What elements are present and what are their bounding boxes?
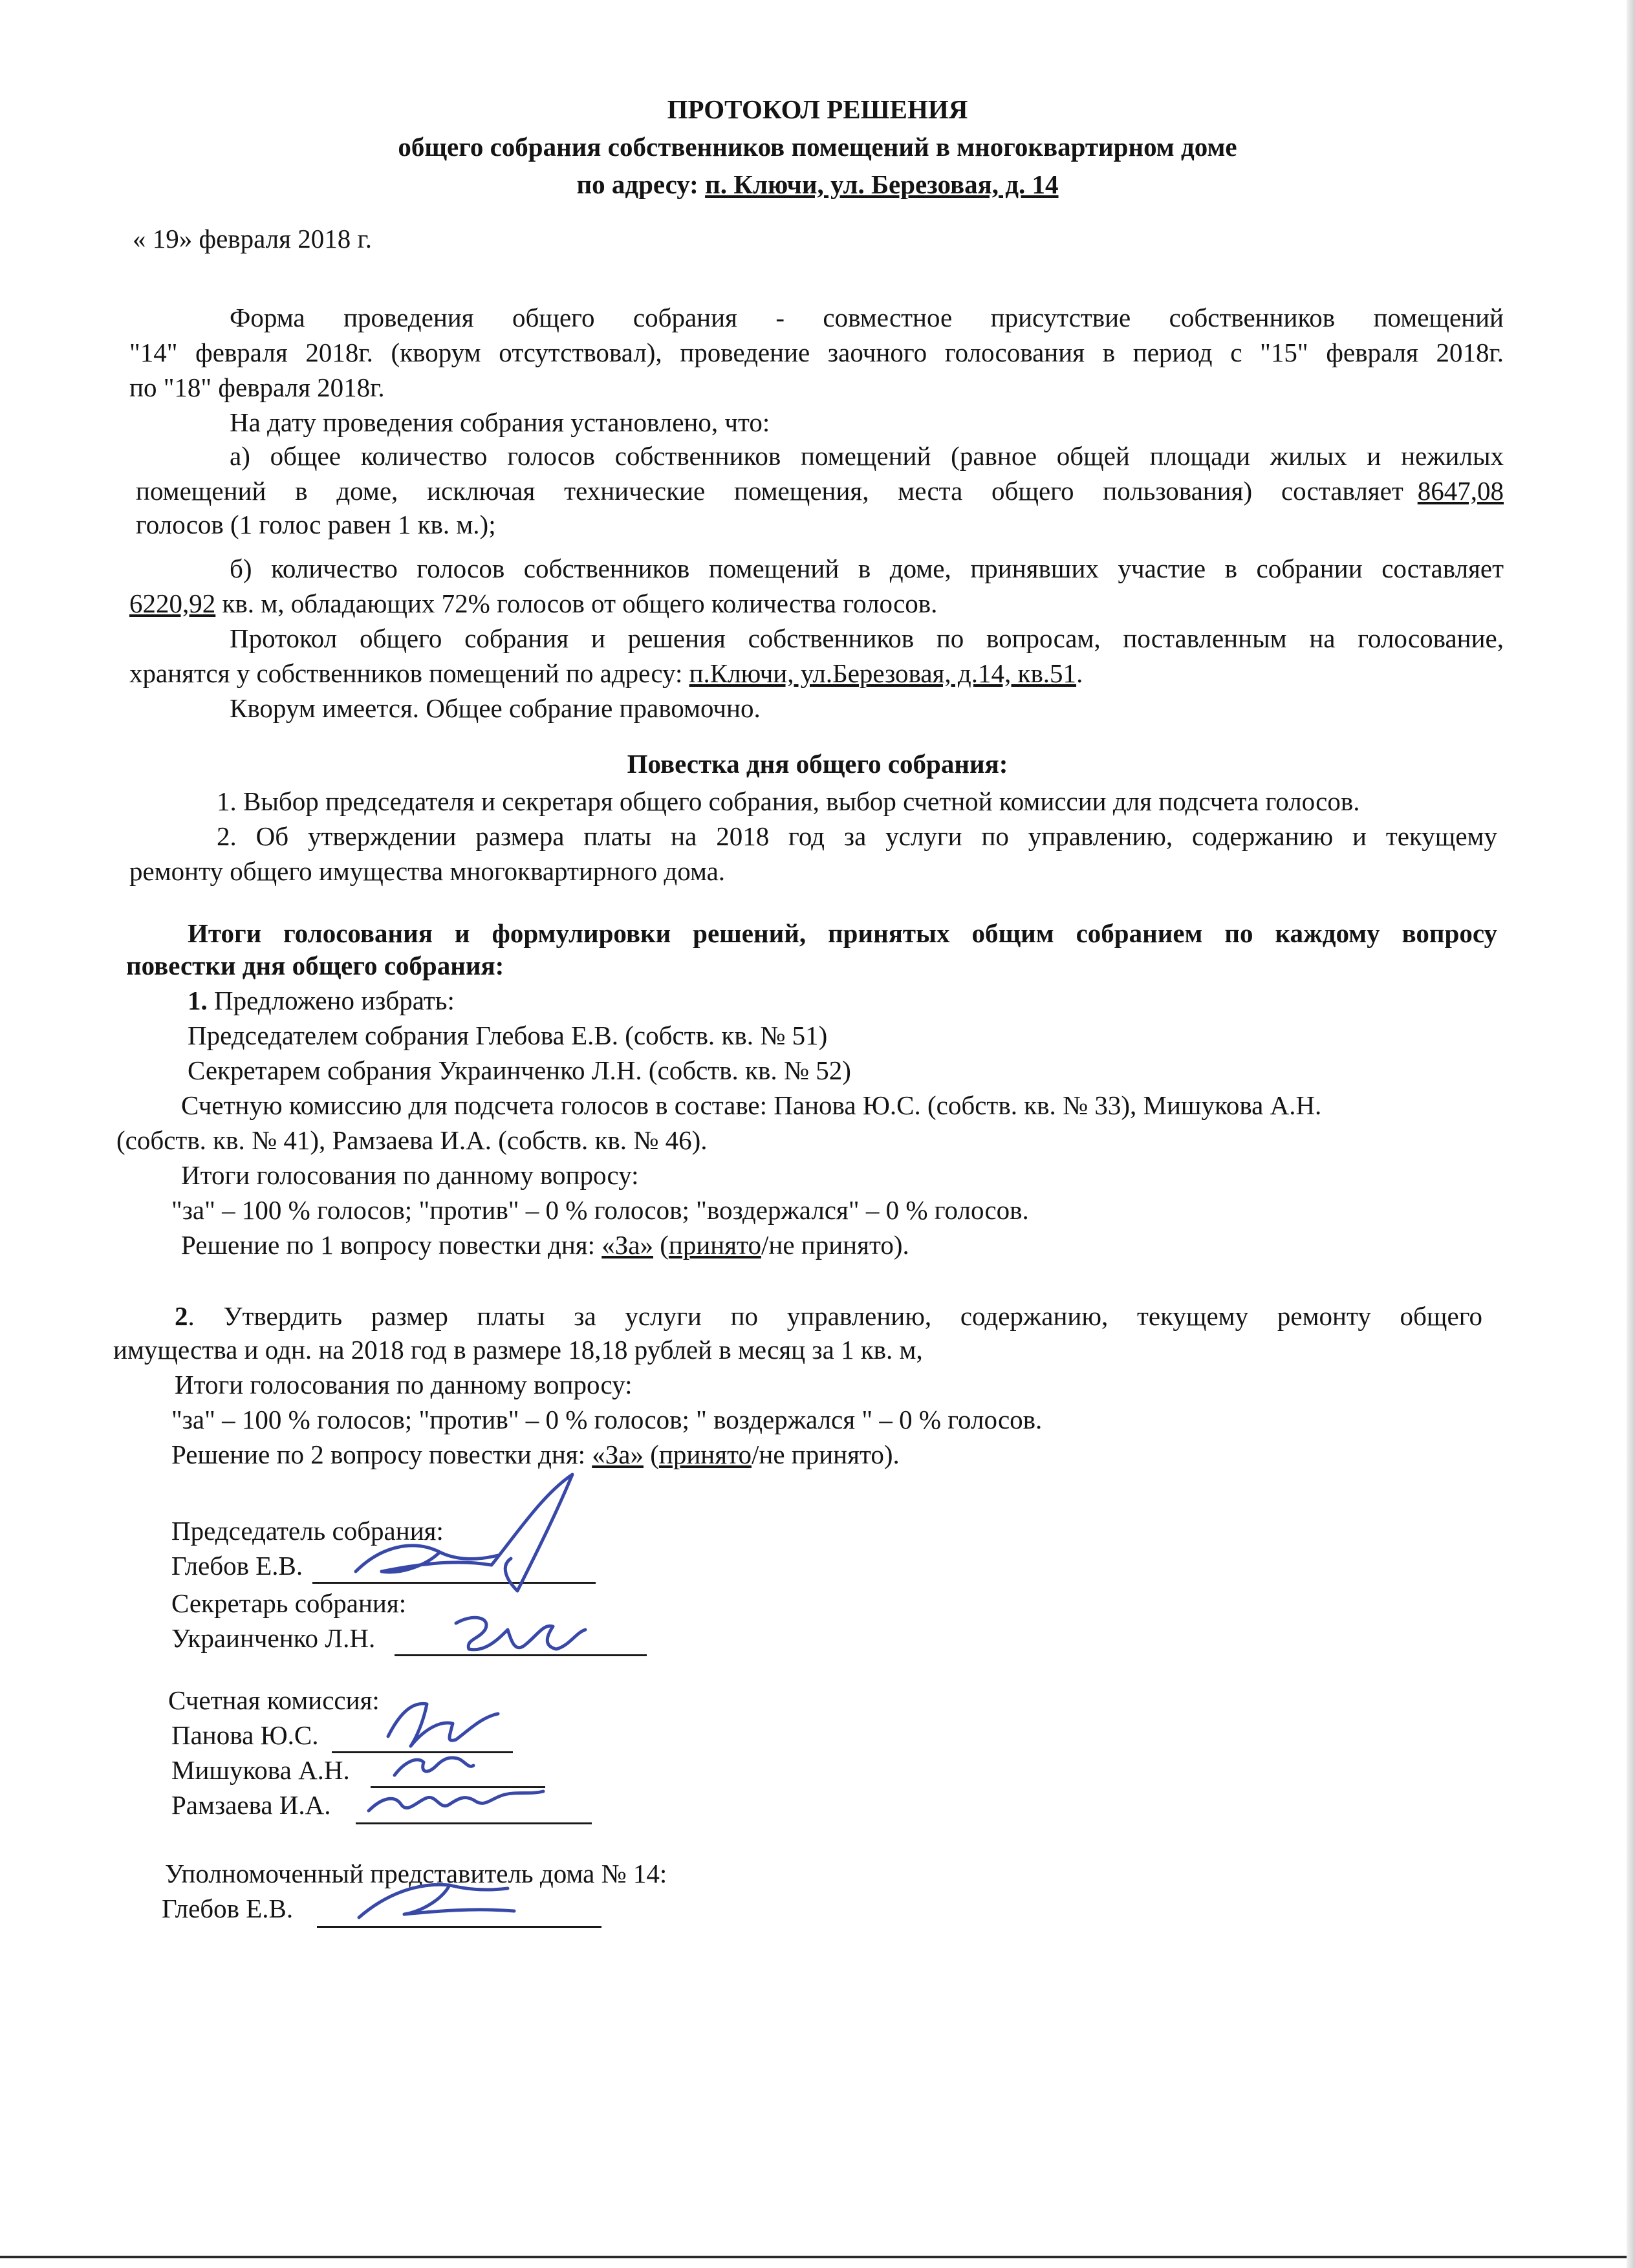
protocol-address: п.Ключи, ул.Березовая, д.14, кв.51: [689, 658, 1077, 688]
q2-decision-accepted: принято: [658, 1440, 752, 1469]
q2-decision-open: (: [644, 1440, 659, 1469]
protocol-prefix: хранятся у собственников помещений по адресу:: [129, 658, 689, 688]
q2-results-label: Итоги голосования по данному вопросу:: [175, 1370, 633, 1399]
chairman-signature-icon: [343, 1468, 589, 1604]
representative-label: Уполномоченный представитель дома № 14:: [165, 1859, 667, 1888]
representative-signature-icon: [352, 1869, 547, 1934]
form-line-2: "14" февраля 2018г. (кворум отсутствовал), проведение заочного голосования в период с "15" февраля 2018г.: [129, 338, 1504, 367]
q1-votes: "за" – 100 % голосов; "против" – 0 % голосов; "воздержался" – 0 % голосов.: [171, 1195, 1029, 1225]
q2-decision-prefix: Решение по 2 вопросу повестки дня:: [171, 1440, 592, 1469]
q1-chairman: Председателем собрания Глебова Е.В. (собств. кв. № 51): [188, 1021, 828, 1050]
address-prefix: по адресу:: [576, 169, 698, 199]
protocol-line-1: Протокол общего собрания и решения собственников по вопросам, поставленным на голосование,: [230, 623, 1504, 653]
q1-number: 1.: [188, 986, 208, 1015]
q2-line-1-text: . Утвердить размер платы за услуги по управлению, содержанию, текущему ремонту общего: [188, 1301, 1482, 1331]
item-b-line-1: б) количество голосов собственников помещений в доме, принявших участие в собрании составляет: [230, 554, 1504, 583]
q1-decision-prefix: Решение по 1 вопросу повестки дня:: [181, 1230, 602, 1260]
protocol-line-2: [129, 654, 1083, 692]
scan-edge-line: [0, 2256, 1635, 2258]
scan-right-edge: [1627, 0, 1635, 2268]
q1-proposed-text: Предложено избрать:: [207, 986, 455, 1015]
member-3-signature-line: [356, 1822, 592, 1824]
commission-member-3: Рамзаева И.А.: [171, 1790, 331, 1820]
participant-votes-value: 6220,92: [129, 589, 216, 618]
q2-decision-for: «За»: [592, 1440, 644, 1469]
item-a-text: помещений в доме, исключая технические помещения, места общего пользования) составляет: [136, 476, 1403, 506]
secretary-name: Украинченко Л.Н.: [171, 1623, 376, 1653]
q1-results-label: Итоги голосования по данному вопросу:: [181, 1160, 639, 1190]
form-line-1: Форма проведения общего собрания - совместное присутствие собственников помещений: [230, 303, 1504, 332]
q2-line-1: [175, 1297, 1482, 1335]
document-address: [0, 166, 1635, 203]
q1-decision: [181, 1226, 909, 1264]
chairman-label: Председатель собрания:: [171, 1516, 444, 1546]
q1-proposed: [188, 982, 455, 1019]
established-text: На дату проведения собрания установлено, что:: [230, 407, 770, 437]
item-a-line-1: а) общее количество голосов собственников помещений (равное общей площади жилых и нежилых: [230, 441, 1504, 471]
chairman-name: Глебов Е.В.: [171, 1551, 303, 1581]
member-3-signature-icon: [362, 1775, 550, 1820]
item-b-text: кв. м, обладающих 72% голосов от общего количества голосов.: [215, 589, 938, 618]
agenda-item-2-line-1: 2. Об утверждении размера платы на 2018 год за услуги по управлению, содержанию и текущему: [217, 821, 1497, 851]
q1-decision-accepted: принято: [668, 1230, 761, 1260]
agenda-item-2-line-2: ремонту общего имущества многоквартирного дома.: [129, 856, 726, 886]
agenda-title: Повестка дня общего собрания:: [627, 749, 1008, 779]
commission-label: Счетная комиссия:: [168, 1685, 380, 1715]
q1-decision-open: (: [653, 1230, 669, 1260]
q2-line-2: имущества и одн. на 2018 год в размере 18,18 рублей в месяц за 1 кв. м,: [113, 1335, 923, 1365]
quorum-text: Кворум имеется. Общее собрание правомочно.: [230, 693, 761, 723]
q2-number: 2: [175, 1301, 188, 1331]
document-date: « 19» февраля 2018 г.: [133, 224, 372, 254]
total-votes-value: 8647,08: [1417, 476, 1504, 506]
item-b-line-2: [129, 585, 937, 622]
document-subtitle: [0, 128, 1635, 166]
address-value: п. Ключи, ул. Березовая, д. 14: [705, 169, 1059, 199]
q1-commission-line-2: (собств. кв. № 41), Рамзаева И.А. (собств. кв. № 46).: [116, 1125, 708, 1155]
form-line-3: по "18" февраля 2018г.: [129, 373, 385, 402]
q1-secretary: Секретарем собрания Украинченко Л.Н. (собств. кв. № 52): [188, 1055, 851, 1085]
q1-decision-rest: /не принято).: [761, 1230, 909, 1260]
commission-member-2: Мишукова А.Н.: [171, 1755, 350, 1785]
subtitle-text: общего собрания собственников помещений в многоквартирном доме: [398, 132, 1237, 162]
commission-member-1: Панова Ю.С.: [171, 1720, 319, 1750]
secretary-signature-icon: [446, 1601, 595, 1665]
q2-decision-rest: /не принято).: [751, 1440, 900, 1469]
item-a-line-3: голосов (1 голос равен 1 кв. м.);: [136, 510, 496, 539]
q1-commission-line-1: Счетную комиссию для подсчета голосов в составе: Панова Ю.С. (собств. кв. № 33), Мишукова А.Н.: [181, 1090, 1322, 1120]
secretary-label: Секретарь собрания:: [171, 1588, 407, 1618]
title-text: ПРОТОКОЛ РЕШЕНИЯ: [667, 94, 968, 124]
q1-decision-for: «За»: [601, 1230, 654, 1260]
agenda-item-1: 1. Выбор председателя и секретаря общего собрания, выбор счетной комиссии для подсчета голосов.: [217, 786, 1360, 816]
representative-name: Глебов Е.В.: [162, 1894, 294, 1923]
results-title-line-2: повестки дня общего собрания:: [126, 951, 504, 980]
q2-votes: "за" – 100 % голосов; "против" – 0 % голосов; " воздержался " – 0 % голосов.: [171, 1405, 1043, 1434]
protocol-suffix: .: [1076, 658, 1083, 688]
document-title: [0, 91, 1635, 128]
results-title-line-1: Итоги голосования и формулировки решений, принятых общим собранием по каждому вопросу: [188, 918, 1497, 948]
item-a-line-2: [136, 472, 1504, 510]
